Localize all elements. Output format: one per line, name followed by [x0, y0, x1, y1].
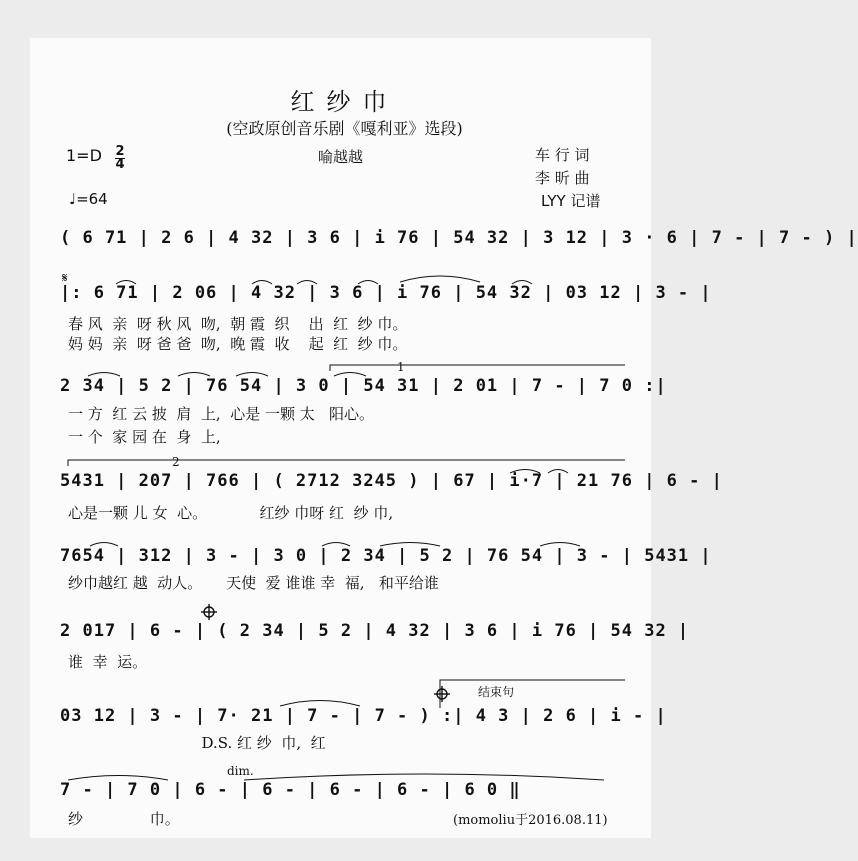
svg-text:𝄋: 𝄋 [62, 271, 68, 286]
time-bottom: 4 [115, 157, 125, 172]
notes: 5431 | 207 | 766 | ( 2712 3245 ) | 67 | i·7 | 21 76 | 6 - | [60, 471, 723, 491]
notes: |: 6 71 | 2 06 | 4 32 | 3 6 | i 76 | 54 32 | 03 12 | 3 - | [60, 283, 712, 303]
tempo: ♩=64 [69, 190, 108, 208]
lyric-verse-1: 春 风 亲 呀 秋 风 吻, 朝 霞 织 出 红 纱 巾。 [68, 315, 408, 333]
notes: 2 34 | 5 2 | 76 54 | 3 0 | 54 31 | 2 01 | 7 - | 7 0 :| [60, 376, 667, 396]
ending-label: 结束句 [478, 685, 515, 699]
notes: 7654 | 312 | 3 - | 3 0 | 2 34 | 5 2 | 76 54 | 3 - | 5431 | [60, 546, 712, 566]
lyric-verse-2: 一 个 家 园 在 身 上, [68, 428, 221, 446]
expression: 喻越越 [318, 148, 364, 166]
volta-2: 2 [172, 455, 180, 469]
key-signature: 1=D [66, 146, 102, 165]
lyricist: 车 行 词 [535, 146, 590, 164]
notes: 7 - | 7 0 | 6 - | 6 - | 6 - | 6 - | 6 0 ‖ [60, 780, 521, 800]
lyric-verse-1: 谁 幸 运。 [68, 653, 148, 671]
composer: 李 昕 曲 [535, 169, 590, 187]
lyric-verse-1: 心是一颗 儿 女 心。 红纱 巾呀 红 纱 巾, [68, 504, 394, 522]
lyric-verse-1: 一 方 红 云 披 肩 上, 心是 一颗 太 阳心。 [68, 405, 375, 423]
subtitle: (空政原创音乐剧《嘎利亚》选段) [226, 119, 463, 138]
volta-1: 1 [397, 360, 405, 374]
page-title: 红纱巾 [290, 88, 399, 116]
transcriber: LYY 记谱 [541, 192, 601, 210]
notes: 2 017 | 6 - | ( 2 34 | 5 2 | 4 32 | 3 6 | i 76 | 54 32 | [60, 621, 690, 641]
lyric-verse-1: D.S. 红 纱 巾, 红 [68, 734, 326, 752]
signature: (momoliu于2016.08.11) [453, 813, 608, 828]
time-signature [115, 146, 125, 171]
notes: ( 6 71 | 2 6 | 4 32 | 3 6 | i 76 | 54 32 | 3 12 | 3 · 6 | 7 - | 7 - ) | [60, 228, 858, 248]
lyric-verse-1: 纱 巾。 [68, 810, 180, 828]
dim-marking: dim. [227, 764, 254, 778]
lyric-verse-1: 纱巾越红 越 动人。 天使 爱 谁谁 幸 福, 和平给谁 [68, 574, 439, 592]
lyric-verse-2: 妈 妈 亲 呀 爸 爸 吻, 晚 霞 收 起 红 纱 巾。 [68, 335, 408, 353]
notes: 03 12 | 3 - | 7· 21 | 7 - | 7 - ) :| 4 3 | 2 6 | i - | [60, 706, 667, 726]
time-top: 2 [115, 144, 125, 159]
